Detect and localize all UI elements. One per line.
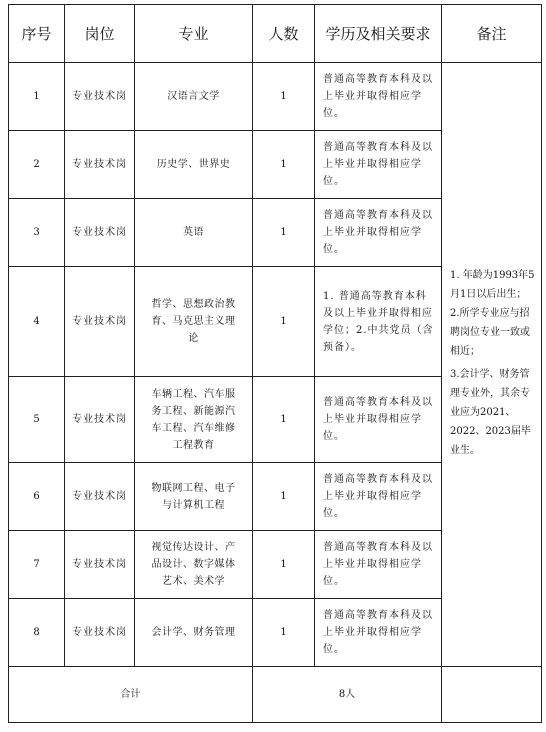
row-position: 专业技术岗 xyxy=(65,131,135,199)
row-major: 哲学、思想政治教育、马克思主义理论 xyxy=(135,267,253,377)
row-major: 汉语言文学 xyxy=(135,63,253,131)
row-index: 2 xyxy=(9,131,65,199)
table-header-row xyxy=(9,5,542,63)
row-count: 1 xyxy=(253,463,315,531)
row-count: 1 xyxy=(253,531,315,599)
row-index: 8 xyxy=(9,599,65,667)
row-index: 6 xyxy=(9,463,65,531)
row-count: 1 xyxy=(253,377,315,463)
row-index: 7 xyxy=(9,531,65,599)
row-requirements: 普通高等教育本科及以上毕业并取得相应学位。 xyxy=(315,199,442,267)
row-position: 专业技术岗 xyxy=(65,377,135,463)
row-major: 英语 xyxy=(135,199,253,267)
table-row xyxy=(9,63,542,131)
row-count: 1 xyxy=(253,199,315,267)
header-requirements: 学历及相关要求 xyxy=(315,5,442,63)
row-requirements: 普通高等教育本科及以上毕业并取得相应学位。 xyxy=(315,377,442,463)
row-index: 4 xyxy=(9,267,65,377)
row-position: 专业技术岗 xyxy=(65,267,135,377)
header-index: 序号 xyxy=(9,5,65,63)
row-major: 历史学、世界史 xyxy=(135,131,253,199)
row-requirements: 1. 普通高等教育本科及以上毕业并取得相应学位；2.中共党员（含预备）。 xyxy=(315,267,442,377)
row-count: 1 xyxy=(253,131,315,199)
header-notes: 备注 xyxy=(442,5,542,63)
row-position: 专业技术岗 xyxy=(65,199,135,267)
total-label: 合计 xyxy=(9,667,253,723)
note-item: 3.会计学、财务管理专业外，其余专业应为2021、2022、2023届毕业生。 xyxy=(450,368,531,456)
row-position: 专业技术岗 xyxy=(65,599,135,667)
row-major: 视觉传达设计、产品设计、数字媒体艺术、美术学 xyxy=(135,531,253,599)
row-count: 1 xyxy=(253,63,315,131)
row-requirements: 普通高等教育本科及以上毕业并取得相应学位。 xyxy=(315,131,442,199)
notes-cell xyxy=(442,63,542,667)
row-requirements: 普通高等教育本科及以上毕业并取得相应学位。 xyxy=(315,599,442,667)
row-index: 1 xyxy=(9,63,65,131)
row-count: 1 xyxy=(253,599,315,667)
row-requirements: 普通高等教育本科及以上毕业并取得相应学位。 xyxy=(315,531,442,599)
row-requirements: 普通高等教育本科及以上毕业并取得相应学位。 xyxy=(315,463,442,531)
row-position: 专业技术岗 xyxy=(65,531,135,599)
row-index: 3 xyxy=(9,199,65,267)
header-count: 人数 xyxy=(253,5,315,63)
note-item: 1. 年龄为1993年5月1日以后出生；2.所学专业应与招聘岗位专业一致或相近； xyxy=(450,269,535,357)
row-position: 专业技术岗 xyxy=(65,63,135,131)
total-value: 8人 xyxy=(253,667,442,723)
row-major: 物联网工程、电子与计算机工程 xyxy=(135,463,253,531)
row-index: 5 xyxy=(9,377,65,463)
total-row xyxy=(9,667,542,723)
header-major: 专业 xyxy=(135,5,253,63)
row-major: 会计学、财务管理 xyxy=(135,599,253,667)
row-position: 专业技术岗 xyxy=(65,463,135,531)
header-position: 岗位 xyxy=(65,5,135,63)
row-count: 1 xyxy=(253,267,315,377)
row-requirements: 普通高等教育本科及以上毕业并取得相应学位。 xyxy=(315,63,442,131)
row-major: 车辆工程、汽车服务工程、新能源汽车工程、汽车维修工程教育 xyxy=(135,377,253,463)
recruitment-table xyxy=(8,4,542,723)
total-empty-cell xyxy=(442,667,542,723)
